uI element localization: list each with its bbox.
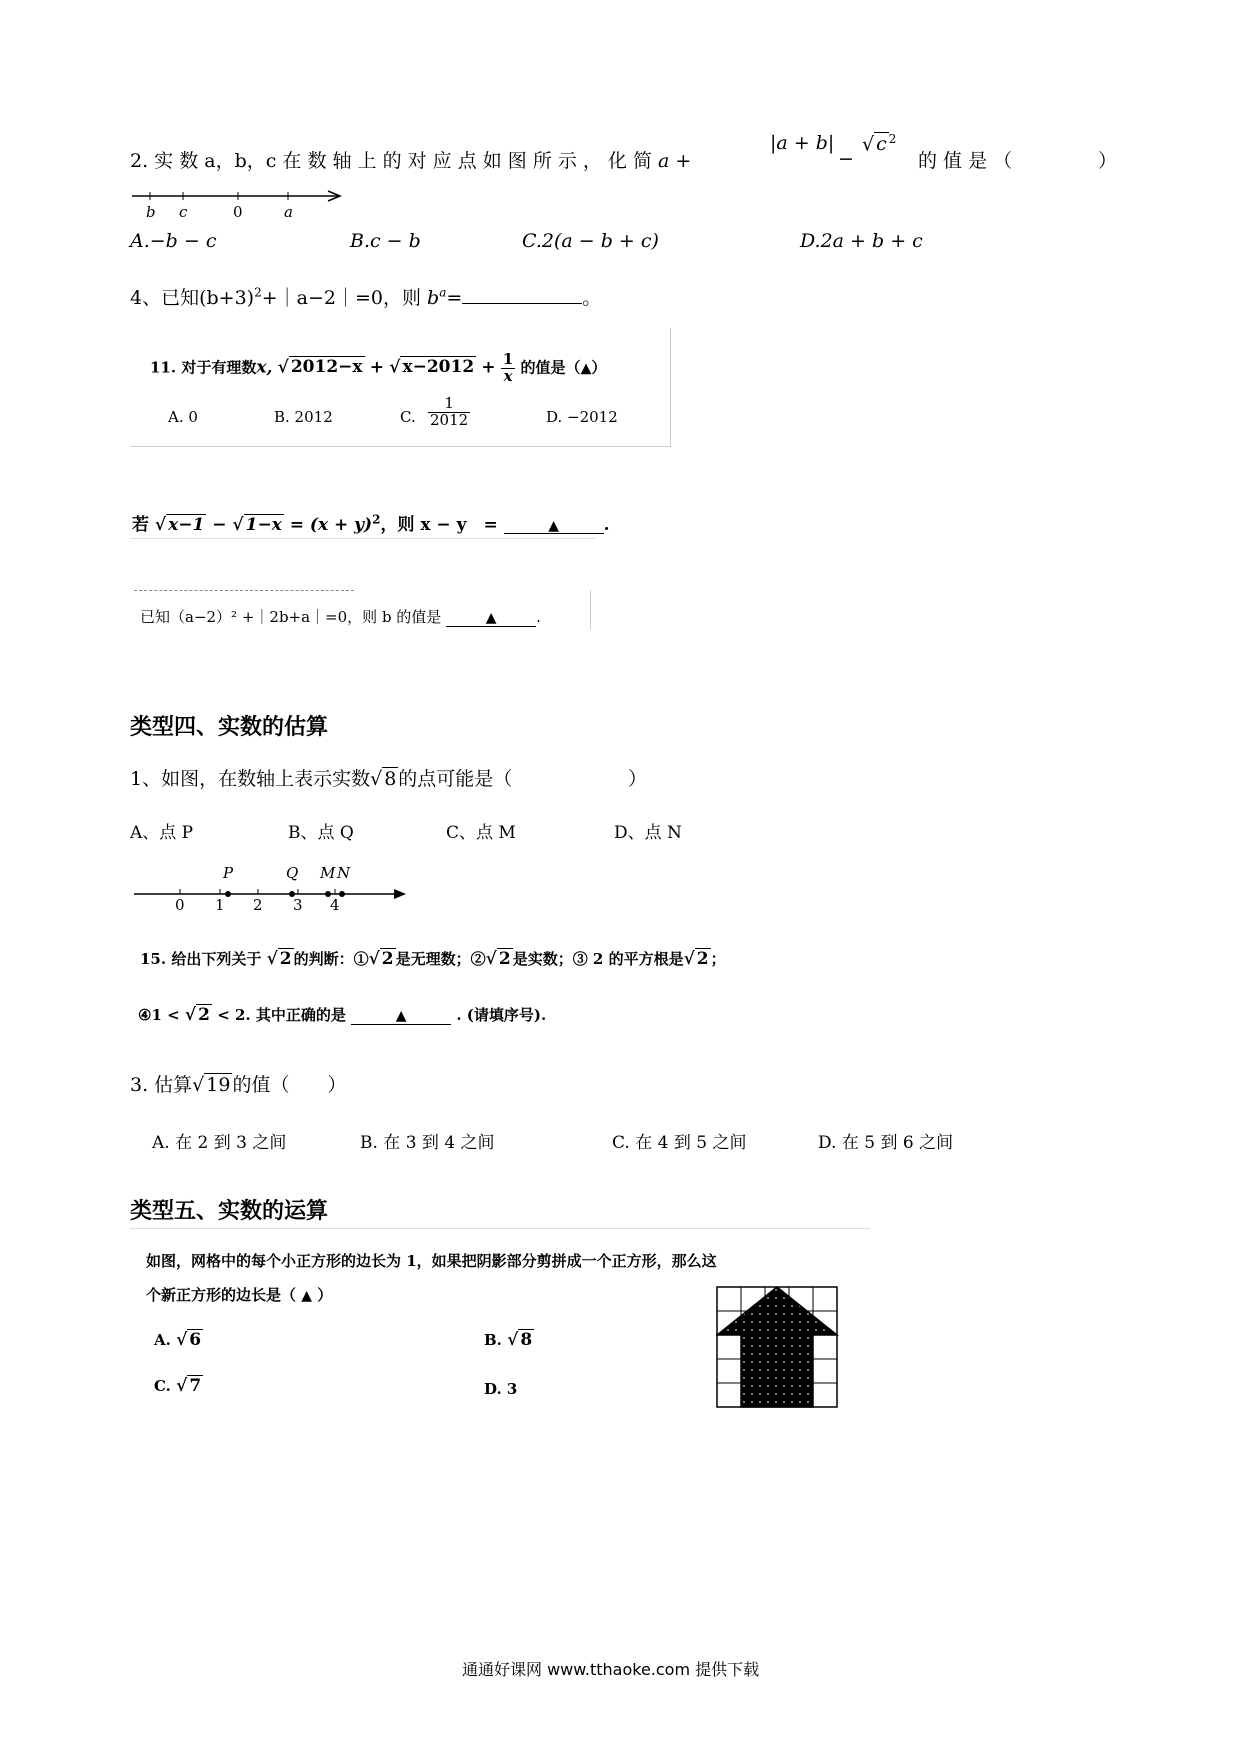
q11-num: 11.: [150, 358, 177, 377]
q2-minus: −: [838, 148, 854, 170]
s4-q15-l2c: . (请填序号).: [456, 1006, 547, 1024]
s5-opt-b-root: 8: [520, 1330, 533, 1350]
q2-close: ）: [1098, 150, 1118, 172]
s4-q3-stem: 3. 估算√ 19 的值（ ）: [130, 1074, 347, 1096]
q2-abs-ab: |a + b|: [770, 132, 835, 154]
q-b-line: [140, 606, 541, 627]
q2-option-b: B.c − b: [350, 230, 421, 252]
s5-stem-line2: [146, 1284, 332, 1305]
s4-q3-option-d: D. 在 5 到 6 之间: [818, 1133, 954, 1153]
s5-stem-line2-text: 个新正方形的边长是（: [146, 1286, 297, 1304]
q11-triangle: ▲: [580, 360, 592, 377]
q-sqrt-pre: 若: [132, 515, 149, 535]
q2-sup2: 2: [888, 132, 897, 146]
s5-stem-line1: 如图，网格中的每个小正方形的边长为 1，如果把阴影部分剪拼成一个正方形，那么这: [146, 1252, 717, 1270]
q11-x: x,: [256, 357, 273, 378]
s4-q15-l1b: 的判断：①: [293, 950, 369, 968]
s4-q1-option-c: C、点 M: [446, 823, 516, 843]
s4-point-p: P: [223, 864, 234, 882]
s4-tick-2: 2: [253, 896, 263, 914]
q2-sqrt-c2: [862, 132, 896, 155]
s4-q15-root2: 2: [381, 949, 394, 969]
s5-grid-figure: [716, 1286, 840, 1410]
s4-q15-root5: 2: [198, 1005, 210, 1025]
q11-fraction: [501, 352, 515, 385]
q-b-scan-edge: [134, 590, 354, 591]
s4-tick-0: 0: [175, 896, 185, 914]
s4-q15-root4: 2: [696, 949, 709, 969]
q11-root2: x−2012: [402, 357, 475, 378]
s5-opt-c-label: C.: [154, 1377, 171, 1395]
q-sqrt-root2: 1−x: [245, 515, 282, 535]
s4-q15-line1: 15. 给出下列关于 √ 2 的判断：①√ 2 是无理数；②√ 2 是实数；③ 2 的平方根是√ 2 ；: [140, 949, 726, 969]
s4-q1-stem: 1、如图，在数轴上表示实数√ 8 的点可能是（: [130, 768, 513, 790]
q11-box: [130, 328, 671, 447]
s5-opt-a-label: A.: [154, 1331, 171, 1349]
s5-opt-a-root: 6: [189, 1330, 202, 1350]
q-b-triangle: ▲: [485, 610, 497, 626]
s5-option-c: C. √ 7: [154, 1376, 202, 1396]
q-b-text: 已知（a−2）² +｜2b+a｜=0，则 b 的值是: [140, 608, 442, 626]
q4-base: b: [427, 287, 440, 309]
q2-stem: [130, 146, 691, 173]
s4-tick-1: 1: [215, 896, 225, 914]
q4-eq: =: [446, 287, 463, 309]
q-sqrt-scan-edge: [130, 538, 595, 539]
q11-root1: 2012−x: [290, 357, 363, 378]
q4-end: 。: [582, 287, 602, 309]
q4-exp: a: [439, 285, 447, 300]
s4-q3-option-b: B. 在 3 到 4 之间: [360, 1133, 495, 1153]
s5-option-d: D. 3: [484, 1380, 518, 1398]
s4-q15-triangle: ▲: [395, 1008, 407, 1024]
footer-text: 通通好课网 www.tthaoke.com 提供下载: [462, 1660, 760, 1679]
s4-q3-sqrt: 19: [206, 1074, 231, 1096]
s5-opt-c-root: 7: [189, 1376, 202, 1396]
q-sqrt-minus: −: [212, 515, 227, 535]
q4-prefix: 4、已知(b+3): [130, 287, 255, 309]
s4-point-q: Q: [286, 864, 299, 882]
s4-q1-option-b: B、点 Q: [288, 823, 354, 843]
q2-option-c: C.2(a − b + c): [522, 230, 659, 252]
q11-option-a: A. 0: [168, 408, 198, 426]
q11-close: ）: [591, 358, 607, 377]
s4-q1-close: ）: [628, 768, 648, 790]
s4-tick-4: 4: [330, 896, 340, 914]
s4-q3-b: 的值（ ）: [232, 1074, 347, 1096]
q11-option-c-frac: [428, 396, 470, 429]
section4-heading: 类型四、实数的估算: [130, 715, 329, 740]
q-sqrt-answer-blank[interactable]: [504, 515, 604, 534]
s4-q15-l1d: 是实数；③ 2 的平方根是: [512, 950, 684, 968]
s4-q15-root3: 2: [498, 949, 511, 969]
q11-tail: 的值是（: [520, 358, 581, 377]
s4-q3-option-a: A. 在 2 到 3 之间: [152, 1133, 287, 1153]
q2-expr-a: a +: [658, 150, 692, 172]
q2-stem-text: 2. 实 数 a，b，c 在 数 轴 上 的 对 应 点 如 图 所 示 ， 化 简: [130, 150, 652, 172]
q11-frac-den: x: [503, 366, 513, 385]
q11-option-d: D. −2012: [546, 408, 618, 426]
q11-option-c: C.: [400, 408, 416, 426]
q2-axis-0: 0: [233, 203, 243, 221]
q11-plus: +: [369, 357, 385, 378]
q-sqrt-mid: ，则 x − y =: [380, 515, 498, 535]
q-sqrt-triangle: ▲: [548, 518, 560, 534]
s4-q15-l2b: < 2. 其中正确的是: [217, 1006, 346, 1024]
q4-sup: 2: [254, 285, 262, 300]
s5-option-a: A. √ 6: [154, 1330, 202, 1350]
s5-triangle: ▲: [301, 1288, 313, 1304]
q4-mid: +｜a−2｜=0，则: [261, 287, 421, 309]
q2-sqrt-c: c: [876, 133, 887, 156]
s4-q15-root1: 2: [279, 949, 292, 969]
s4-q1-sqrt: 8: [384, 768, 397, 790]
s4-number-line: [130, 886, 410, 906]
q2-axis-b: b: [146, 203, 156, 221]
s4-q15-l2a: ④1 <: [138, 1006, 180, 1024]
s4-q15-l1c: 是无理数；②: [395, 950, 486, 968]
q11-optc-den: 2012: [430, 410, 469, 429]
s4-point-m: M: [320, 864, 336, 882]
s4-q15-l1a: 15. 给出下列关于: [140, 950, 262, 968]
s4-q1-stem-b: 的点可能是（: [398, 768, 513, 790]
q2-axis-c: c: [179, 203, 188, 221]
s4-tick-3: 3: [293, 896, 303, 914]
s4-q15-l1e: ；: [710, 950, 726, 968]
s5-close: ）: [317, 1286, 333, 1304]
s4-q3-option-c: C. 在 4 到 5 之间: [612, 1133, 747, 1153]
q-b-end: .: [536, 608, 541, 626]
q11-optc-num: 1: [428, 396, 470, 413]
s4-q1-stem-a: 1、如图，在数轴上表示实数: [130, 768, 371, 790]
s5-scan-edge: [130, 1228, 870, 1229]
section5-heading: 类型五、实数的运算: [130, 1199, 329, 1224]
s4-q3-a: 3. 估算: [130, 1074, 193, 1096]
s4-q1-option-a: A、点 P: [130, 823, 194, 843]
q11-option-b: B. 2012: [274, 408, 333, 426]
s4-point-n: N: [337, 864, 351, 882]
q11-frac-num: 1: [502, 350, 514, 368]
q-sqrt-end: .: [603, 515, 610, 535]
q2-option-a: A.−b − c: [130, 230, 217, 252]
q4-line: [130, 283, 601, 310]
q2-option-d: D.2a + b + c: [800, 230, 923, 252]
q2-sqrt-sign: √: [862, 133, 875, 156]
q-sqrt-root1: x−1: [168, 515, 205, 535]
s4-q15-line2: ④1 < √ 2 < 2. 其中正确的是 ▲ . (请填序号).: [138, 1005, 547, 1025]
s5-option-b: B. √ 8: [484, 1330, 533, 1350]
q11-stem-text: 对于有理数: [181, 358, 257, 377]
q-sqrt-sup: 2: [372, 512, 381, 527]
q11-stem: 11. 对于有理数x, √ 2012−x + √ x−2012 + $\frac{1}{x}$ 的值是（▲）: [150, 350, 607, 385]
q-sqrt-line: 若 √ x−1 − √ $1-x = (x + y)^2$，则 x − y = ▲ .: [132, 512, 610, 535]
q4-answer-blank[interactable]: [462, 285, 582, 304]
s5-opt-b-label: B.: [484, 1331, 502, 1349]
s4-q15-answer-blank[interactable]: [351, 1006, 451, 1025]
q2-axis-a: a: [284, 203, 293, 221]
q2-tail: 的 值 是 （: [918, 150, 1013, 172]
q-b-answer-blank[interactable]: [446, 608, 536, 627]
q-sqrt-eq: = (x + y): [289, 515, 373, 535]
s4-q1-option-d: D、点 N: [614, 823, 682, 843]
